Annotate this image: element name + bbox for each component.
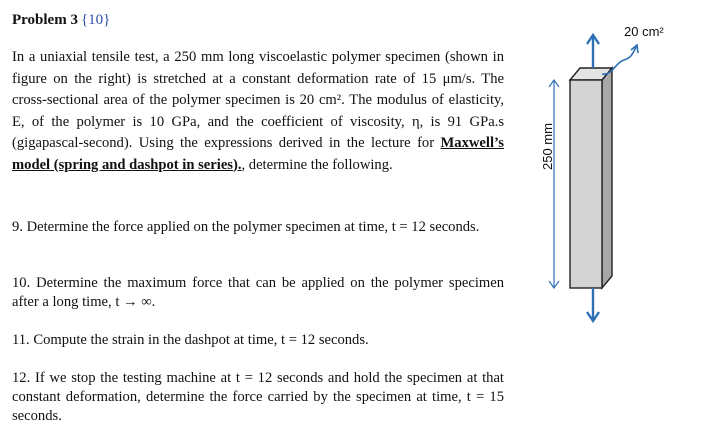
intro-paragraph [12,47,504,176]
intro-text: In a uniaxial tensile test, a 250 mm long viscoelastic polymer specimen (shown in figure on the right) is stretched at a constant deformation rate of 15 μm/s. The cross-sectional area of the polymer specimen is 20 cm². The modulus of elasticity, E, of the polymer is 10 GPa, and the coefficient of viscosity, η, is 91 GPa.s (gigapascal-second). Using the expressions derived in the lecture for [12,49,504,151]
problem-points: {10} [80,12,111,28]
specimen-diagram [520,20,704,340]
problem-title: Problem 3 [12,12,78,28]
question-11: 11. Compute the strain in the dashpot at time, t = 12 seconds. [12,332,369,348]
question-12: 12. If we stop the testing machine at t = 12 seconds and hold the specimen at that constant deformation, determine the force carried by the specimen at time, t = 15 seconds. [12,370,504,424]
cross-section-area-label: 20 cm² [624,24,664,39]
specimen-figure [520,20,704,340]
intro-text-end: , determine the following. [241,156,393,173]
specimen-length-label: 250 mm [540,123,555,170]
question-10: 10. Determine the maximum force that can be applied on the polymer specimen after a long time, t → ∞. [12,275,504,310]
question-9: 9. Determine the force applied on the polymer specimen at time, t = 12 seconds. [12,219,480,235]
maxwell-model-emphasis: Maxwell’s model (spring and dashpot in series). [12,135,504,173]
bottom-tension-arrow [587,288,599,321]
polymer-specimen [570,68,612,288]
top-tension-arrow [587,35,599,68]
problem-heading [12,11,110,29]
